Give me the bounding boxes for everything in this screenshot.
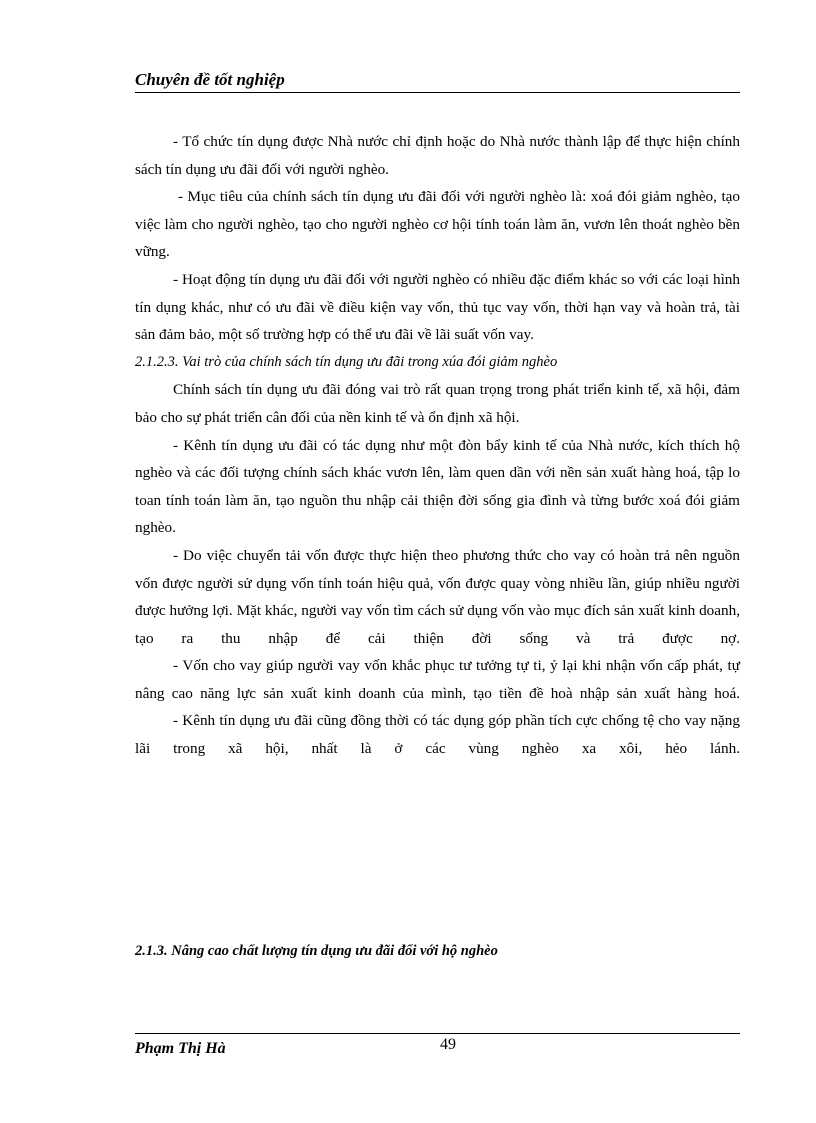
paragraph-policy-role: Chính sách tín dụng ưu đãi đóng vai trò rất quan trọng trong phát triển kinh tế, xã hội, đảm bảo cho sự phát triển cân đối của nền kinh tế và ổn định xã hội. [135,381,740,426]
paragraph-usury-prevention: - Kênh tín dụng ưu đãi cũng đồng thời có tác dụng góp phần tích cực chống tệ cho vay nặng lãi trong xã hội, nhất là ở các vùng nghèo xa xôi, hẻo lánh. [135,712,740,758]
paragraph-economic-lever: - Kênh tín dụng ưu đãi có tác dụng như một đòn bẩy kinh tế của Nhà nước, kích thích hộ nghèo và các đối tượng chính sách khác vươn lên, làm quen dần với nền sản xuất hàng hoá, tập lo toan tính toán làm ăn, tạo nguồn thu nhập cải thiện đời sống gia đình và từng bước xoá đói giảm nghèo. [135,436,740,537]
paragraph-credit-institution: - Tổ chức tín dụng được Nhà nước chỉ định hoặc do Nhà nước thành lập để thực hiện chính sách tín dụng ưu đãi đối với người nghèo. [135,133,740,178]
paragraph-capital-transfer: - Do việc chuyển tải vốn được thực hiện theo phương thức cho vay có hoàn trả nên nguồn vốn được người sử dụng vốn tính toán hiệu quả, vốn được quay vòng nhiều lần, giúp nhiều người được hưởng lợi. Mặt khác, người vay vốn tìm cách sử dụng vốn vào mục đích sản xuất kinh doanh, tạo ra thu nhập để cải thiện đời sống và trả được nợ. [135,546,740,647]
subsection-heading: 2.1.2.3. Vai trò của chính sách tín dụng ưu đãi trong xúa đói giảm nghèo [135,353,558,370]
page-number: 49 [440,1036,456,1053]
page-header [135,68,740,93]
section-heading: 2.1.3. Nâng cao chất lượng tín dụng ưu đãi đối với hộ nghèo [135,943,498,959]
document-body [135,128,740,763]
header-title: Chuyên đề tốt nghiệp [135,70,285,89]
paragraph-policy-goal: - Mục tiêu của chính sách tín dụng ưu đãi đối với người nghèo là: xoá đói giảm nghèo, tạo việc làm cho người nghèo, tạo cho người nghèo cơ hội tính toán làm ăn, vươn lên thoát nghèo bền vững. [135,188,740,261]
paragraph-credit-features: - Hoạt động tín dụng ưu đãi đối với người nghèo có nhiều đặc điểm khác so với các loại hình tín dụng khác, như có ưu đãi về điều kiện vay vốn, thủ tục vay vốn, thời hạn vay và hoàn trả, tài sản đảm bảo, một số trường hợp có thể ưu đãi về lãi suất vốn vay. [135,270,740,344]
footer-author: Phạm Thị Hà [135,1040,226,1057]
paragraph-loan-mindset: - Vốn cho vay giúp người vay vốn khắc phục tư tưởng tự ti, ỷ lại khi nhận vốn cấp phát, tự nâng cao năng lực sản xuất kinh doanh của mình, tạo tiền đề hoà nhập sản xuất hàng hoá. [135,657,740,702]
footer-divider [135,1033,740,1034]
